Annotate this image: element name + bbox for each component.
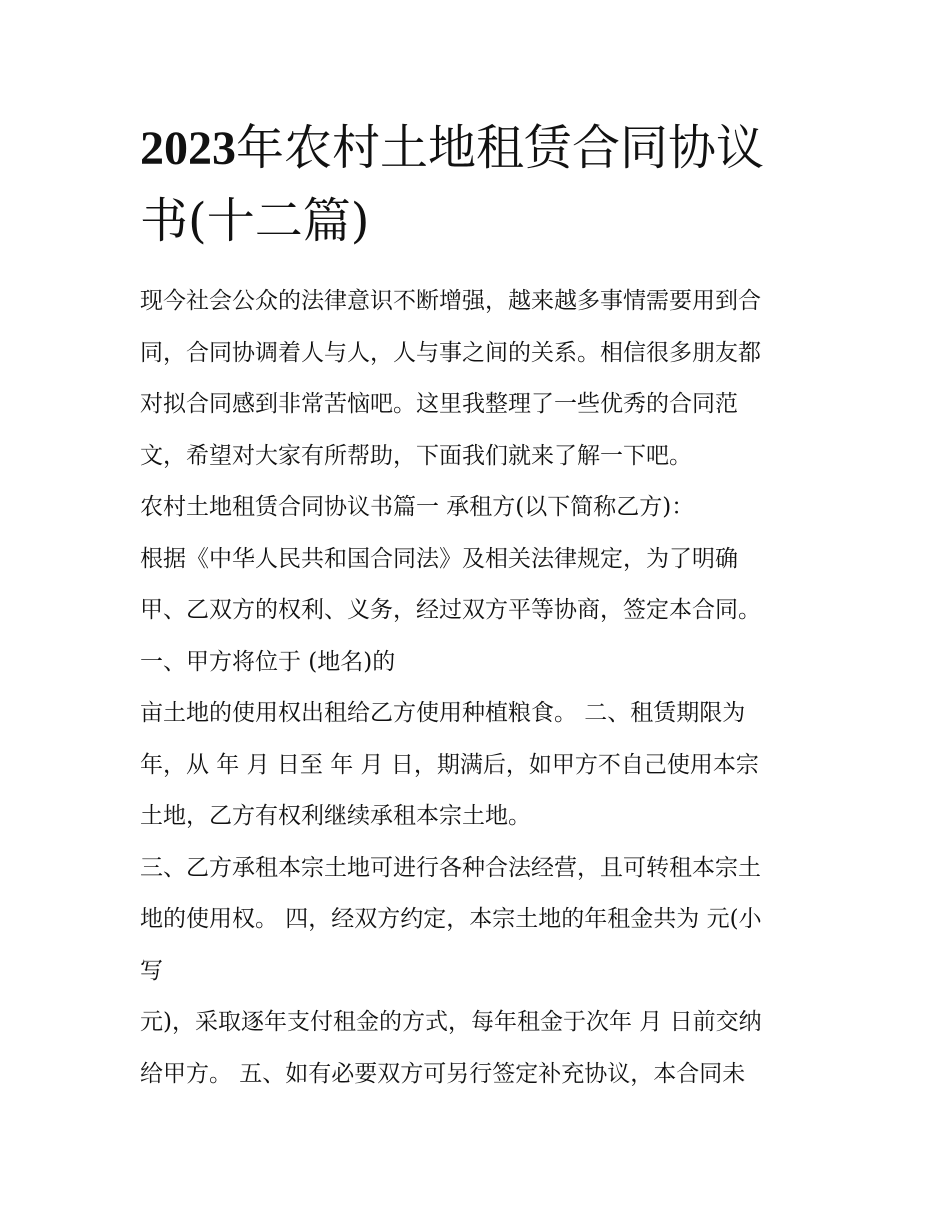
- body-line: 土地，乙方有权利继续承租本宗土地。: [140, 803, 531, 829]
- body-line: 一、甲方将位于 (地名)的: [140, 648, 396, 675]
- body-line: 现今社会公众的法律意识不断增强，越来越多事情需要用到合: [140, 288, 761, 314]
- body-line: 元)，采取逐年支付租金的方式，每年租金于次年 月 日前交纳: [140, 1009, 762, 1035]
- body-line: 给甲方。 五、如有必要双方可另行签定补充协议，本合同未: [140, 1060, 746, 1087]
- document-title: [140, 112, 830, 258]
- title-line-1: [140, 112, 830, 185]
- body-line: 写: [140, 957, 163, 984]
- title-text: 年农村土地租赁合同协议: [236, 120, 765, 176]
- document-body: [140, 276, 830, 1100]
- title-year: 2023: [140, 122, 236, 175]
- body-line: 年，从 年 月 日至 年 月 日，期满后，如甲方不自己使用本宗: [140, 751, 759, 778]
- body-line: 文，希望对大家有所帮助，下面我们就来了解一下吧。: [140, 442, 692, 469]
- body-line: 对拟合同感到非常苦恼吧。这里我整理了一些优秀的合同范: [140, 391, 738, 417]
- body-line: 同，合同协调着人与人，人与事之间的关系。相信很多朋友都: [140, 339, 761, 366]
- body-line: 三、乙方承租本宗土地可进行各种合法经营，且可转租本宗土: [140, 854, 761, 881]
- title-text-continued: 书(十二篇): [140, 193, 370, 249]
- body-line: 根据《中华人民共和国合同法》及相关法律规定，为了明确: [140, 545, 738, 572]
- body-line: 亩土地的使用权出租给乙方使用种植粮食。 二、租赁期限为: [140, 700, 746, 726]
- body-line: 甲、乙双方的权利、义务，经过双方平等协商，签定本合同。: [140, 597, 761, 623]
- title-line-2: [140, 185, 830, 258]
- body-line: 地的使用权。 四，经双方约定，本宗土地的年租金共为 元(小: [140, 906, 762, 932]
- body-line: 农村土地租赁合同协议书篇一 承租方(以下简称乙方)：: [140, 494, 695, 520]
